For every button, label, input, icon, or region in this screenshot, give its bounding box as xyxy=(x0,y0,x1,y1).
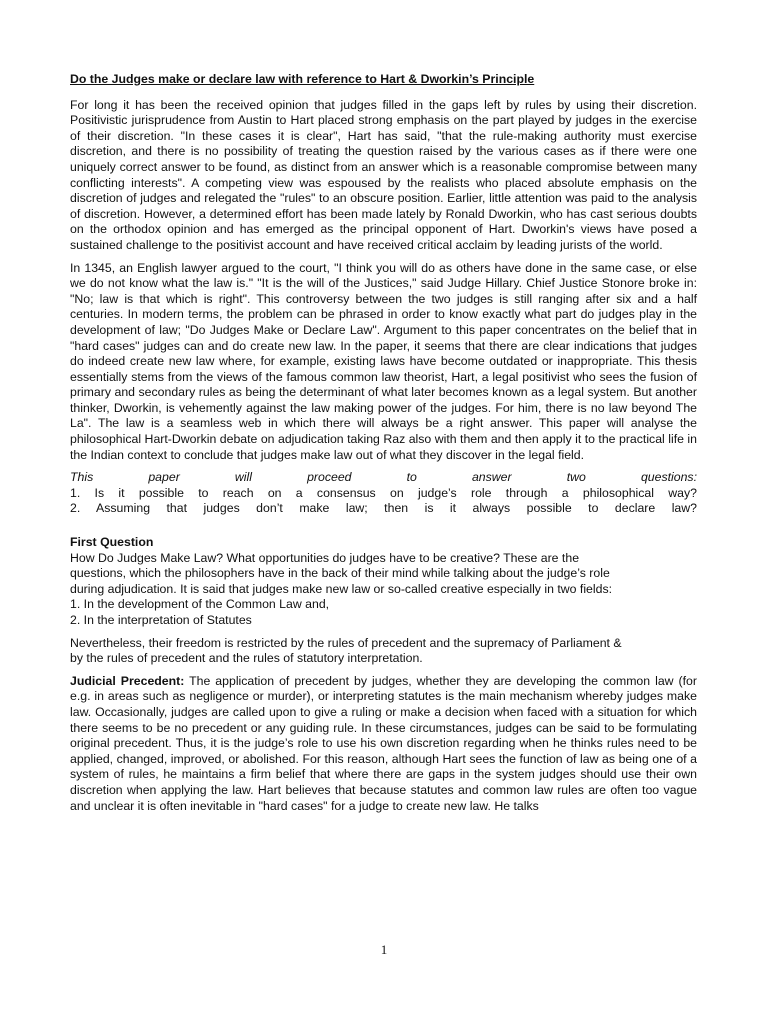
page-number: 1 xyxy=(380,942,388,957)
first-question-line: How Do Judges Make Law? What opportunities do judges have to be creative? These are the xyxy=(70,550,580,565)
question-2: 2. Assuming that judges don’t make law; then is it always possible to declare law? xyxy=(70,501,697,516)
first-question-line: during adjudication. It is said that judges make new law or so-called creative especially in two fields: xyxy=(70,581,613,596)
first-question-heading: First Question xyxy=(70,535,154,550)
list-item-statutes: 2. In the interpretation of Statutes xyxy=(70,613,252,627)
paragraph-nevertheless xyxy=(70,636,697,667)
paragraph-intro: For long it has been the received opinion that judges filled in the gaps left by rules by using their discretion. Positivistic jurisprudence from Austin to Hart placed strong emphasis on the part played by judges in the exercise of their discretion. "In these cases it is clear", Hart has said, "that the rule-making authority must exercise discretion, and there is no possibility of treating the question raised by the various cases as if there were one uniquely correct answer to be found, as distinct from an answer which is a reasonable compromise between many conflicting interests". A competing view was espoused by the realists who placed absolute emphasis on the discretion of judges and relegated the "rules" to an obscure position. Earlier, little attention was paid to the analysis of discretion. However, a determined effort has been made lately by Ronald Dworkin, who has cast serious doubts on the orthodox opinion and has emerged as the principal opponent of Hart. Dworkin's views have posed a sustained challenge to the positivist account and have received critical acclaim by leading jurists of the world. xyxy=(70,97,697,252)
nevertheless-line: by the rules of precedent and the rules of statutory interpretation. xyxy=(70,651,423,666)
paragraph-history: In 1345, an English lawyer argued to the court, "I think you will do as others have done in the same case, or else we do not know what the law is." "It is the will of the Justices," said Judge Hillary. Chief Justice Stonore broke in: "No; law is that which is right". This controversy between the two judges is still ranging after six and a half centuries. In modern terms, the problem can be phrased in order to know exactly what part do judges play in the development of law; "Do Judges Make or Declare Law". Argument to this paper concentrates on the belief that in "hard cases" judges can and do create new law. In the paper, it seems that there are clear indications that judges do indeed create new law where, for example, existing laws have become outdated or inappropriate. This thesis essentially stems from the views of the famous common law theorist, Hart, a legal positivist who sees the fusion of primary and secondary rules as being the determinant of what later becomes known as a legal system. But another thinker, Dworkin, is vehemently against the law making power of the judges. For him, there is no law beyond The La". The law is a seamless web in which there will always be a right answer. This paper will analyse the philosophical Hart-Dworkin debate on adjudication taking Raz also with them and then apply it to the practical life in the Indian context to conclude that judges make law out of what they discover in the legal field. xyxy=(70,260,697,462)
judicial-precedent-text: The application of precedent by judges, whether they are developing the common law (for e.g. in areas such as negligence or murder), or interpreting statutes is the main mechanism whereby judges make law. Occasionally, judges are called upon to give a ruling or make a decision when faced with a situation for which there seems to be no precedent or any guiding rule. In these circumstances, judges can be said to be formulating original precedent. Thus, it is the judge’s role to use his own discretion regarding when he thinks rules need to be applied, changed, improved, or abolished. For this reason, although Hart sees the function of law as being one of a system of rules, he maintains a firm belief that where there are gaps in the system judges should use their own discretion when applying the law. Hart believes that because statutes and common law rules are often too vague and unclear it is often inevitable in "hard cases" for a judge to create new law. He talks xyxy=(70,673,697,813)
first-question-body xyxy=(70,551,697,629)
question-1: 1. Is it possible to reach on a consensus on judge’s role through a philosophical way? xyxy=(70,485,697,500)
document-page xyxy=(70,66,697,821)
first-question-line: questions, which the philosophers have in the back of their mind while talking about the judge’s role xyxy=(70,566,610,581)
document-title: Do the Judges make or declare law with reference to Hart & Dworkin’s Principle xyxy=(70,72,535,86)
questions-block xyxy=(70,470,697,517)
questions-intro: This paper will proceed to answer two questions: xyxy=(70,470,697,485)
paragraph-judicial-precedent xyxy=(70,674,697,814)
list-item-common-law: 1. In the development of the Common Law and, xyxy=(70,597,330,612)
nevertheless-line: Nevertheless, their freedom is restricted by the rules of precedent and the supremacy of Parliament & xyxy=(70,635,622,650)
judicial-precedent-label: Judicial Precedent: xyxy=(70,673,185,688)
